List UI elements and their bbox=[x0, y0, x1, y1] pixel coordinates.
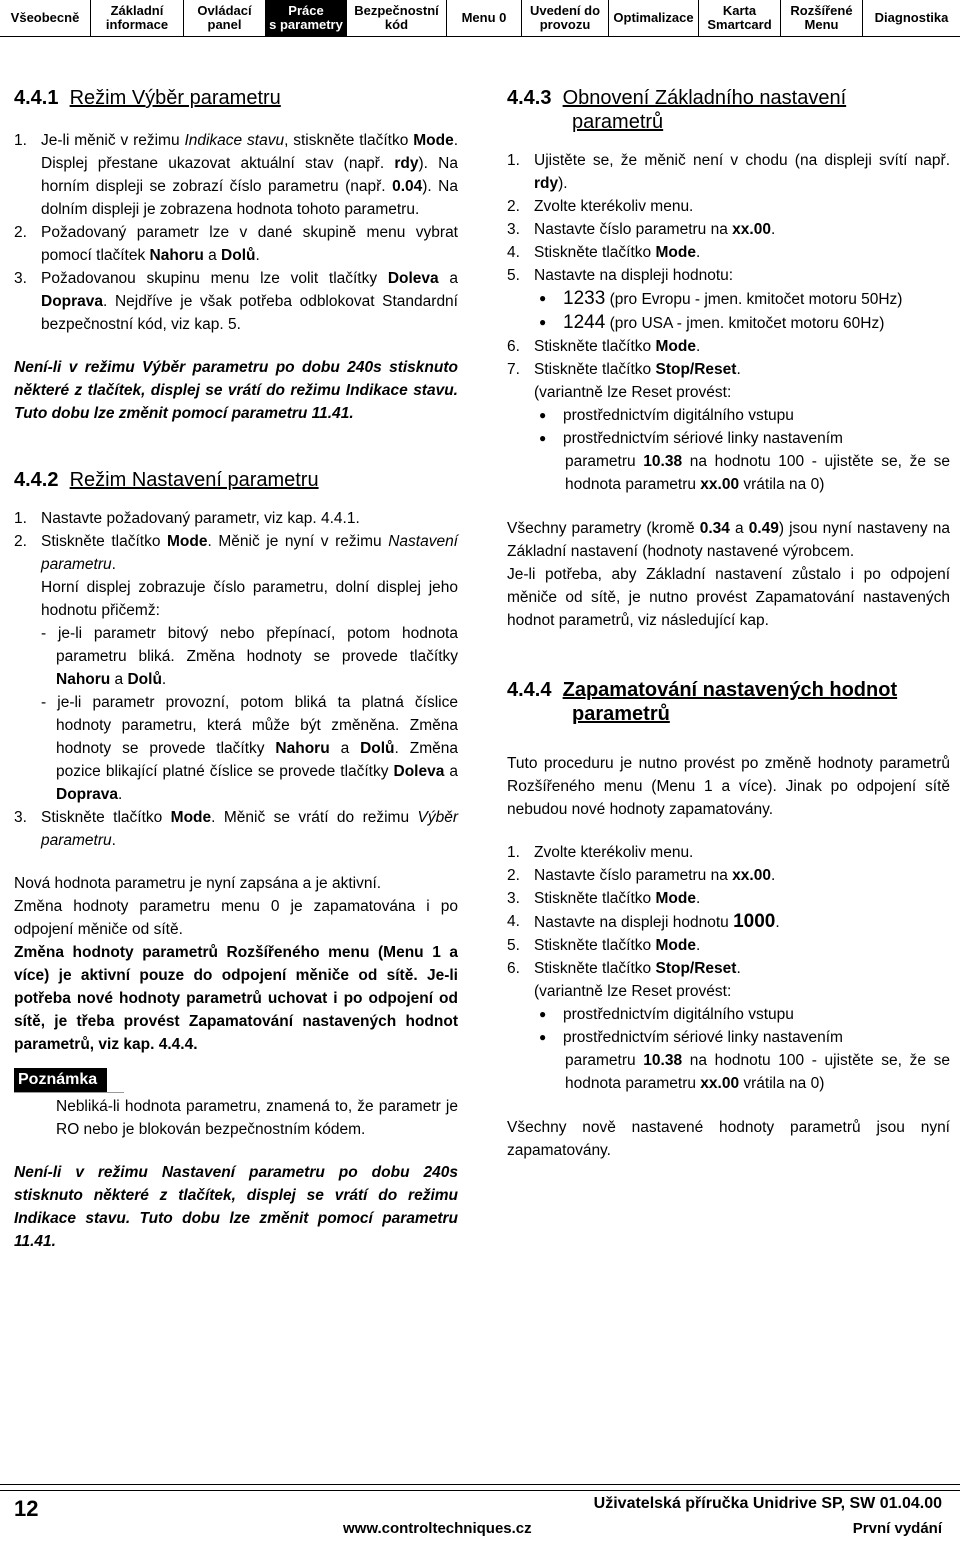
bullet-item: ● prostřednictvím sériové linky nastavením bbox=[507, 1026, 950, 1049]
tab-diagnostika[interactable]: Diagnostika bbox=[863, 0, 960, 36]
left-column bbox=[14, 86, 458, 1253]
footer-title: Uživatelská příručka Unidrive SP, SW 01.04.00 bbox=[593, 1495, 942, 1512]
note-label: Poznámka bbox=[14, 1068, 107, 1092]
bullet-item: ● 1233 (pro Evropu - jmen. kmitočet motoru 50Hz) bbox=[507, 287, 950, 311]
bullet-item: ● prostřednictvím digitálního vstupu bbox=[507, 1003, 950, 1026]
list-item-detail: parametru 10.38 na hodnotu 100 - ujistěte se, že se hodnota parametru xx.00 vrátila na 0) bbox=[565, 1052, 950, 1092]
footer-rule bbox=[0, 1490, 960, 1491]
paragraph: Je-li potřeba, aby Základní nastavení zůstalo i po odpojení měniče od sítě, je nutno provést Zapamatování nastavených hodnot parametrů, viz následující kap. bbox=[507, 566, 950, 629]
list-item: 1. Je-li měnič v režimu Indikace stavu, stiskněte tlačítko Mode. Displej přestane ukazovat aktuální stav (např. rdy). Na horním displeji se zobrazí číslo parametru (např. 0.04). Na dolním displeji je zobrazena hodnota tohoto parametru. bbox=[14, 132, 458, 218]
list-item: 2. Požadovaný parametr lze v dané skupině menu vybrat pomocí tlačítek Nahoru a Dolů. bbox=[14, 224, 458, 264]
paragraph: Všechny parametry (kromě 0.34 a 0.49) jsou nyní nastaveny na Základní nastavení (hodnoty nastavené výrobcem. bbox=[507, 520, 950, 560]
list-item: 4. Nastavte na displeji hodnotu 1000. bbox=[507, 911, 780, 932]
section-4-4-2-heading: 4.4.2 Režim Nastavení parametru bbox=[14, 469, 319, 491]
list-item: 5. Stiskněte tlačítko Mode. bbox=[507, 937, 701, 954]
footer-edition: První vydání bbox=[852, 1520, 942, 1537]
list-item-detail: (variantně lze Reset provést: bbox=[534, 384, 732, 401]
paragraph: Změna hodnoty parametru menu 0 je zapamatována i po odpojení měniče od sítě. bbox=[14, 898, 458, 938]
list-item: 2. Nastavte číslo parametru na xx.00. bbox=[507, 867, 776, 884]
tab-zakladni-informace[interactable]: Základní informace bbox=[91, 0, 184, 36]
bullet-item: ● prostřednictvím digitálního vstupu bbox=[507, 404, 950, 427]
list-item-detail: Horní displej zobrazuje číslo parametru, dolní displej jeho hodnotu přičemž: bbox=[41, 579, 458, 619]
list-item: 1. Ujistěte se, že měnič není v chodu (na displeji svítí např. rdy). bbox=[507, 152, 950, 192]
tab-optimalizace[interactable]: Optimalizace bbox=[609, 0, 699, 36]
list-item-detail: - je-li parametr bitový nebo přepínací, potom hodnota parametru bliká. Změna hodnoty se provede tlačítky Nahoru a Dolů. bbox=[41, 625, 458, 688]
list-item: 4. Stiskněte tlačítko Mode. bbox=[507, 244, 701, 261]
paragraph: Změna hodnoty parametrů Rozšířeného menu (Menu 1 a více) je aktivní pouze do odpojení měniče od sítě. Je-li potřeba nové hodnoty parametrů uchovat i po odpojení od sítě, je třeba provést Zapamatování nastavených hodnot parametrů, viz kap. 4.4.4. bbox=[14, 944, 458, 1053]
timeout-note: Není-li v režimu Nastavení parametru po dobu 240s stisknuto některé z tlačítek, displej se vrátí do režimu Indikace stavu. Tuto dobu lze změnit pomocí parametru 11.41. bbox=[14, 1164, 458, 1250]
tab-rozsirene-menu[interactable]: Rozšířené Menu bbox=[781, 0, 863, 36]
list-item: 2. Zvolte kterékoliv menu. bbox=[507, 198, 694, 215]
list-item-detail: (variantně lze Reset provést: bbox=[534, 983, 732, 1000]
list-item: 3. Stiskněte tlačítko Mode. Měnič se vrátí do režimu Výběr parametru. bbox=[14, 809, 458, 849]
section-4-4-4-heading: 4.4.4 Zapamatování nastavených hodnot parametrů bbox=[507, 679, 898, 725]
bullet-item: ● 1244 (pro USA - jmen. kmitočet motoru 60Hz) bbox=[507, 311, 950, 335]
list-item: 3. Požadovanou skupinu menu lze volit tlačítky Doleva a Doprava. Nejdříve je však potřeba odblokovat Standardní bezpečnostní kód, viz kap. 5. bbox=[14, 270, 458, 333]
list-item: 3. Nastavte číslo parametru na xx.00. bbox=[507, 221, 776, 238]
tab-prace-s-parametry[interactable]: Práce s parametry bbox=[266, 0, 347, 36]
paragraph: Všechny nově nastavené hodnoty parametrů jsou nyní zapamatovány. bbox=[507, 1119, 950, 1159]
top-navigation bbox=[0, 0, 960, 37]
paragraph: Tuto proceduru je nutno provést po změně hodnoty parametrů Rozšířeného menu (Menu 1 a více). Jinak po odpojení sítě nebudou nové hodnoty zapamatovány. bbox=[507, 755, 950, 818]
tab-ovladaci-panel[interactable]: Ovládací panel bbox=[184, 0, 266, 36]
list-item-detail: - je-li parametr provozní, potom bliká ta platná číslice hodnoty parametru, která může být změněna. Změna hodnoty se provede tlačítky Nahoru a Dolů. Změna pozice blikající platné číslice se provede tlačítky Doleva a Doprava. bbox=[41, 694, 458, 803]
tab-vseobecne[interactable]: Všeobecně bbox=[0, 0, 91, 36]
bullet-item: ● prostřednictvím sériové linky nastavením bbox=[507, 427, 950, 450]
list-item: 7. Stiskněte tlačítko Stop/Reset. bbox=[507, 361, 741, 378]
tab-uvedeni-do-provozu[interactable]: Uvedení do provozu bbox=[522, 0, 609, 36]
list-item: 6. Stiskněte tlačítko Mode. bbox=[507, 338, 701, 355]
list-item: 5. Nastavte na displeji hodnotu: bbox=[507, 267, 734, 284]
page-number: 12 bbox=[14, 1496, 39, 1521]
tab-bezpecnostni-kod[interactable]: Bezpečnostní kód bbox=[347, 0, 447, 36]
tab-menu-0[interactable]: Menu 0 bbox=[447, 0, 522, 36]
list-item: 1. Nastavte požadovaný parametr, viz kap. 4.4.1. bbox=[14, 510, 360, 527]
note-text: Nebliká-li hodnota parametru, znamená to, že parametr je RO nebo je blokován bezpečnostním kódem. bbox=[56, 1098, 458, 1138]
footer-rule bbox=[0, 1484, 960, 1485]
tab-karta-smartcard[interactable]: Karta Smartcard bbox=[699, 0, 781, 36]
right-column bbox=[507, 86, 950, 1162]
timeout-note: Není-li v režimu Výběr parametru po dobu 240s stisknuto některé z tlačítek, displej se vrátí do režimu Indikace stavu. Tuto dobu lze změnit pomocí parametru 11.41. bbox=[14, 359, 458, 422]
list-item: 2. Stiskněte tlačítko Mode. Měnič je nyní v režimu Nastavení parametru. bbox=[14, 533, 458, 573]
list-item: 3. Stiskněte tlačítko Mode. bbox=[507, 890, 701, 907]
list-item: 1. Zvolte kterékoliv menu. bbox=[507, 844, 694, 861]
footer-url[interactable]: www.controltechniques.cz bbox=[343, 1520, 532, 1537]
paragraph: Nová hodnota parametru je nyní zapsána a je aktivní. bbox=[14, 875, 382, 892]
section-4-4-1-heading: 4.4.1 Režim Výběr parametru bbox=[14, 87, 281, 109]
list-item: 6. Stiskněte tlačítko Stop/Reset. bbox=[507, 960, 741, 977]
list-item-detail: parametru 10.38 na hodnotu 100 - ujistěte se, že se hodnota parametru xx.00 vrátila na 0) bbox=[565, 453, 950, 493]
section-4-4-3-heading: 4.4.3 Obnovení Základního nastavení parametrů bbox=[507, 87, 847, 133]
